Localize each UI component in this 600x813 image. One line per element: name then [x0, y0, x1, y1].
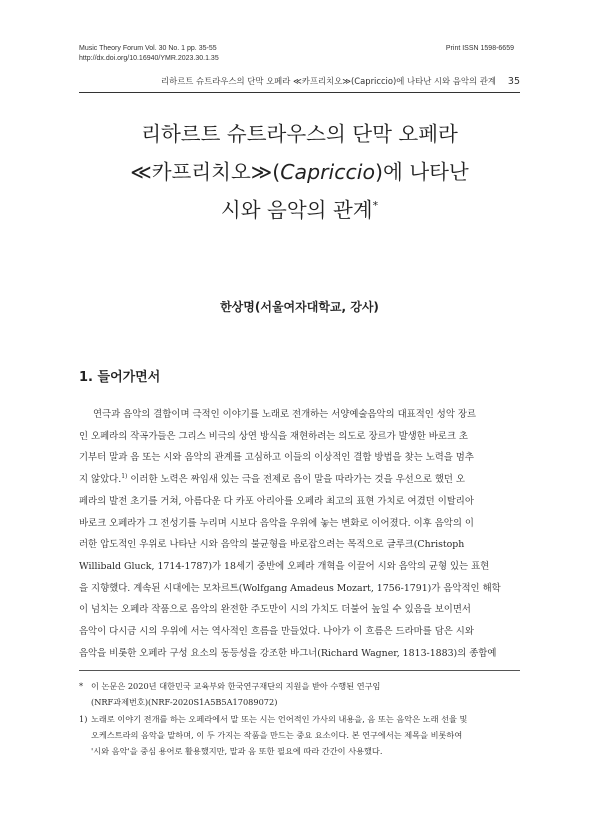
doi-link[interactable]: http://dx.doi.org/10.16940/YMR.2023.30.1.35	[79, 54, 219, 62]
paper-title	[79, 115, 520, 229]
body-paragraph	[79, 404, 520, 664]
footnote-star	[79, 678, 520, 694]
footnote-1-line-2: 오케스트라의 음악을 말하며, 이 두 가지는 작품을 만드는 중요 요소이다. 본 연구에서는 제목을 비롯하여	[91, 729, 463, 740]
body-line: Willibald Gluck, 1714-1787)가 18세기 중반에 오페라 개혁을 이끌어 시와 음악의 균형 있는 표현	[79, 560, 490, 572]
body-line: 이 넘치는 오페라 작품으로 음악의 완전한 주도만이 시의 가치도 더불어 높일 수 있음을 보이면서	[79, 604, 471, 616]
footnote-1	[79, 711, 520, 727]
title-line-2-post: )에 나타난	[375, 160, 469, 184]
footnote-rule	[79, 670, 520, 671]
issn-label: Print ISSN 1598-6659	[445, 45, 514, 52]
title-footnote-mark[interactable]: *	[372, 199, 379, 213]
body-line: 페라의 발전 초기를 거쳐, 아름다운 다 카포 아리아를 오페라 최고의 표현 가치로 여겼던 이탈리아	[79, 495, 474, 507]
title-line-2	[79, 153, 520, 191]
title-line-2-pre: ≪카프리치오≫(	[130, 160, 281, 184]
title-line-3-text: 시와 음악의 관계	[220, 198, 373, 222]
body-line: 음악을 비롯한 오페라 구성 요소의 동등성을 강조한 바그너(Richard Wagner, 1813-1883)의 종합예	[79, 647, 497, 659]
body-line: 기부터 말과 음 또는 시와 음악의 관계를 고심하고 이들의 이상적인 결합 방법을 찾는 노력을 멈추	[79, 452, 474, 464]
footnote-ref-1[interactable]: 1)	[121, 472, 128, 480]
title-italic-word: Capriccio	[280, 160, 375, 184]
footnotes	[79, 678, 520, 759]
running-head-text: 리하르트 슈트라우스의 단막 오페라 ≪카프리치오≫(Capriccio)에 나타난 시와 음악의 관계	[161, 76, 496, 86]
footnote-star-mark: *	[79, 681, 84, 691]
journal-citation: Music Theory Forum Vol. 30 No. 1 pp. 35-55	[79, 45, 217, 52]
body-line: 음악이 다시금 시의 우위에 서는 역사적인 흐름을 만들었다. 나아가 이 흐름은 드라마를 담은 시와	[79, 626, 474, 638]
author-affiliation: 한상명(서울여자대학교, 강사)	[220, 300, 379, 314]
footnote-star-grant: (NRF과제번호)(NRF-2020S1A5B5A17089072)	[91, 697, 278, 708]
body-line-segment: 지 않았다.	[79, 474, 122, 486]
body-line: 인 오페라의 작곡가들은 그리스 비극의 상연 방식을 재현하려는 의도로 장르가 발생한 바로크 초	[79, 430, 468, 442]
body-line: 바로크 오페라가 그 전성기를 누리며 시보다 음악을 우위에 놓는 변화로 이어졌다. 이후 음악의 이	[79, 517, 474, 529]
section-heading: 1. 들어가면서	[79, 370, 161, 385]
title-line-3	[79, 191, 520, 229]
footnote-1-text: 노래로 이야기 전개를 하는 오페라에서 말 또는 시는 언어적인 가사의 내용을, 음 또는 음악은 노래 선율 및	[91, 713, 468, 724]
footnote-star-text: 이 논문은 2020년 대한민국 교육부와 한국연구재단의 지원을 받아 수행된 연구임	[91, 681, 381, 691]
header-rule	[79, 92, 520, 93]
body-line: 연극과 음악의 결합이며 극적인 이야기를 노래로 전개하는 서양예술음악의 대표적인 성악 장르	[93, 409, 476, 420]
journal-meta	[79, 44, 379, 63]
running-head	[79, 75, 520, 87]
body-line: 을 지향했다. 계속된 시대에는 모차르트(Wolfgang Amadeus Mozart, 1756-1791)가 음악적인 해학	[79, 582, 501, 594]
footnote-1-mark: 1)	[79, 713, 88, 724]
body-line: 러한 압도적인 우위로 나타난 시와 음악의 불균형을 바로잡으려는 목적으로 글루크(Christoph	[79, 539, 465, 551]
footnote-1-line-3: '시와 음악'을 중심 용어로 활용했지만, 말과 음 또한 필요에 따라 간간이 사용했다.	[91, 746, 383, 757]
body-line	[79, 469, 520, 491]
title-line-1: 리하르트 슈트라우스의 단막 오페라	[141, 122, 458, 146]
page-number: 35	[507, 76, 520, 87]
body-line-segment: 이러한 노력은 짜임새 있는 극을 전제로 음이 말을 따라가는 것을 우선으로 했던 오	[130, 474, 465, 486]
